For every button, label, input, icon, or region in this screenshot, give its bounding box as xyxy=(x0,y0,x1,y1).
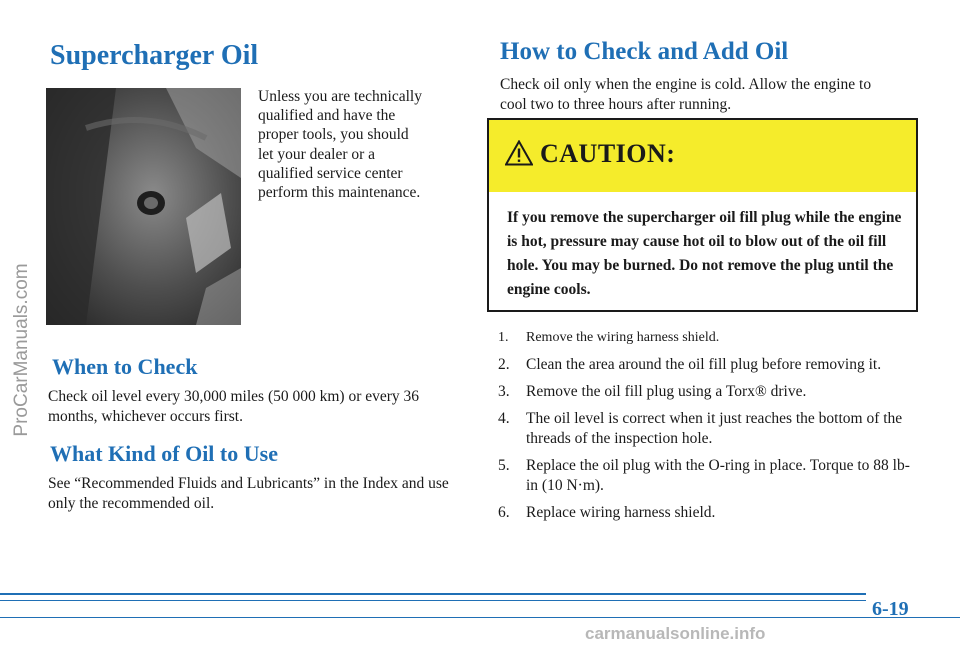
step-text: Clean the area around the oil fill plug before removing it. xyxy=(526,356,882,373)
footer-watermark: carmanualsonline.info xyxy=(585,624,766,643)
step-text: Replace the oil plug with the O-ring in place. Torque to 88 lb-in (10 N·m). xyxy=(526,457,910,494)
step-number: 6. xyxy=(498,504,510,521)
supercharger-photo xyxy=(46,88,241,325)
step-text: Remove the wiring harness shield. xyxy=(526,330,720,345)
list-item xyxy=(498,355,918,375)
intro-text: Unless you are technically qualified and have the proper tools, you should let your dealer or a qualified service center perform this maintenance. xyxy=(258,88,422,202)
step-number: 2. xyxy=(498,356,510,373)
warning-triangle-icon xyxy=(505,140,533,166)
caution-text: If you remove the supercharger oil fill plug while the engine is hot, pressure may cause hot oil to blow out of the oil fill hole. You may be burned. Do not remove the plug until the engine cools. xyxy=(507,209,902,298)
list-item xyxy=(498,409,918,449)
oil-type-text: See “Recommended Fluids and Lubricants” in the Index and use only the recommended oil. xyxy=(48,475,449,512)
page-title: Supercharger Oil xyxy=(50,40,259,71)
step-number: 1. xyxy=(498,330,509,345)
list-item xyxy=(498,382,918,402)
step-number: 5. xyxy=(498,457,510,474)
section-title: How to Check and Add Oil xyxy=(500,38,789,65)
caution-box xyxy=(487,118,918,312)
step-text: The oil level is correct when it just reaches the bottom of the threads of the inspection hole. xyxy=(526,410,903,447)
procedure-steps xyxy=(498,328,918,530)
caution-title: CAUTION: xyxy=(540,139,676,168)
list-item xyxy=(498,503,918,523)
list-item xyxy=(498,456,918,496)
side-watermark xyxy=(4,80,40,620)
footer-rule xyxy=(0,593,866,595)
step-number: 4. xyxy=(498,410,510,427)
step-number: 3. xyxy=(498,383,510,400)
step-text: Remove the oil fill plug using a Torx® drive. xyxy=(526,383,807,400)
footer-rule-bottom xyxy=(0,617,960,618)
page-number: 6-19 xyxy=(872,598,909,620)
step-text: Replace wiring harness shield. xyxy=(526,504,716,521)
list-item xyxy=(498,328,918,348)
when-to-check-text: Check oil level every 30,000 miles (50 000 km) or every 36 months, whichever occurs first. xyxy=(48,388,420,425)
watermark-text: ProCarManuals.com xyxy=(11,263,32,437)
check-intro-text: Check oil only when the engine is cold. Allow the engine to cool two to three hours after running. xyxy=(500,76,872,113)
oil-type-heading: What Kind of Oil to Use xyxy=(50,441,278,466)
caution-banner xyxy=(489,120,916,192)
footer-rule-thin xyxy=(0,600,866,601)
when-to-check-heading: When to Check xyxy=(52,354,198,379)
